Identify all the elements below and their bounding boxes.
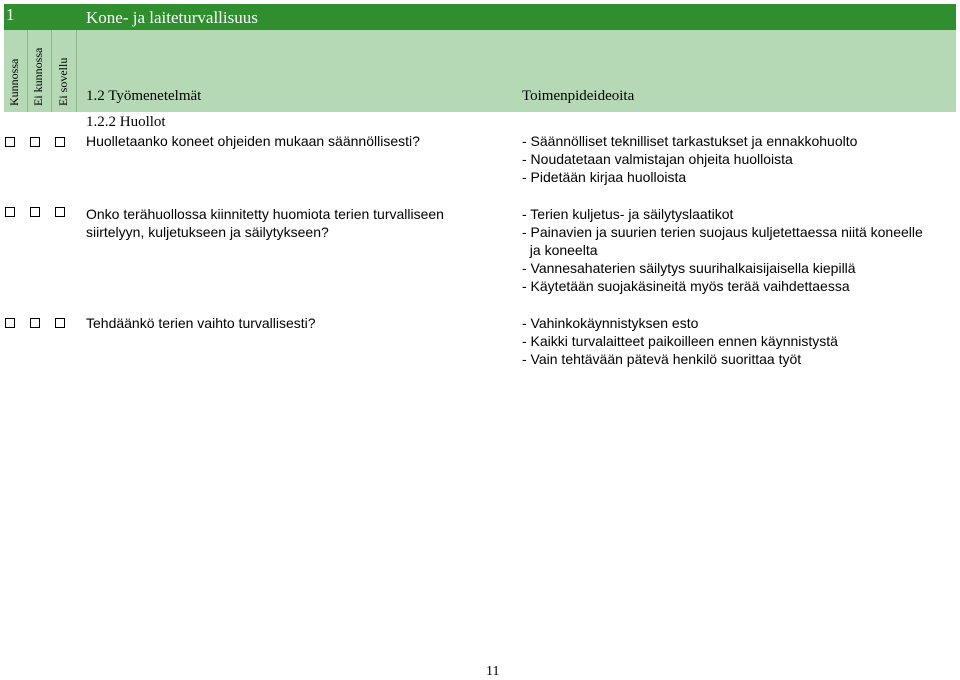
chapter-title: Kone- ja laiteturvallisuus xyxy=(86,8,258,27)
measures-list xyxy=(522,314,838,368)
question-line: Huolletaanko koneet ohjeiden mukaan säännöllisesti? xyxy=(86,133,420,149)
measure-item: - Terien kuljetus- ja säilytyslaatikot xyxy=(522,206,734,222)
subsection-title: 1.2.2 Huollot xyxy=(86,114,166,130)
column-divider xyxy=(51,30,52,112)
checkbox-ei-kunnossa[interactable] xyxy=(30,318,40,328)
measures-list xyxy=(522,205,923,295)
checkbox-kunnossa[interactable] xyxy=(5,318,15,328)
question-text xyxy=(86,132,420,150)
measures-list xyxy=(522,132,857,186)
measure-item: - Kaikki turvalaitteet paikoilleen ennen käynnistystä xyxy=(522,333,838,349)
measure-item: - Säännölliset teknilliset tarkastukset ja ennakkohuolto xyxy=(522,133,858,149)
column-divider xyxy=(76,30,77,112)
measures-header: Toimenpideideoita xyxy=(522,88,635,104)
column-label-ei-kunnossa: Ei kunnossa xyxy=(31,47,45,106)
measure-item: - Vain tehtävään pätevä henkilö suorittaa työt xyxy=(522,351,802,367)
column-label-kunnossa: Kunnossa xyxy=(7,58,21,106)
question-text xyxy=(86,314,316,332)
page-number: 11 xyxy=(486,664,500,679)
section-title: 1.2 Työmenetelmät xyxy=(86,88,202,104)
checkbox-ei-sovellu[interactable] xyxy=(55,207,65,217)
column-label-ei-sovellu: Ei sovellu xyxy=(56,57,70,106)
measure-item: - Vannesahaterien säilytys suurihalkaisijaisella kiepillä xyxy=(522,260,856,276)
measure-item: - Käytetään suojakäsineitä myös terää vaihdettaessa xyxy=(522,278,850,294)
checkbox-ei-sovellu[interactable] xyxy=(55,137,65,147)
measure-item: - Vahinkokäynnistyksen esto xyxy=(522,315,699,331)
chapter-number: 1 xyxy=(6,5,15,24)
question-line: Tehdäänkö terien vaihto turvallisesti? xyxy=(86,315,316,331)
question-text xyxy=(86,205,444,241)
checkbox-ei-kunnossa[interactable] xyxy=(30,207,40,217)
question-line: siirtelyyn, kuljetukseen ja säilytykseen? xyxy=(86,224,329,240)
question-line: Onko terähuollossa kiinnitetty huomiota terien turvalliseen xyxy=(86,206,444,222)
column-divider xyxy=(27,30,28,112)
measure-item: ja koneelta xyxy=(522,242,598,258)
measure-item: - Painavien ja suurien terien suojaus kuljetettaessa niitä koneelle xyxy=(522,224,923,240)
checkbox-kunnossa[interactable] xyxy=(5,207,15,217)
checkbox-kunnossa[interactable] xyxy=(5,137,15,147)
measure-item: - Noudatetaan valmistajan ohjeita huolloista xyxy=(522,151,793,167)
checkbox-ei-kunnossa[interactable] xyxy=(30,137,40,147)
measure-item: - Pidetään kirjaa huolloista xyxy=(522,169,687,185)
checkbox-ei-sovellu[interactable] xyxy=(55,318,65,328)
